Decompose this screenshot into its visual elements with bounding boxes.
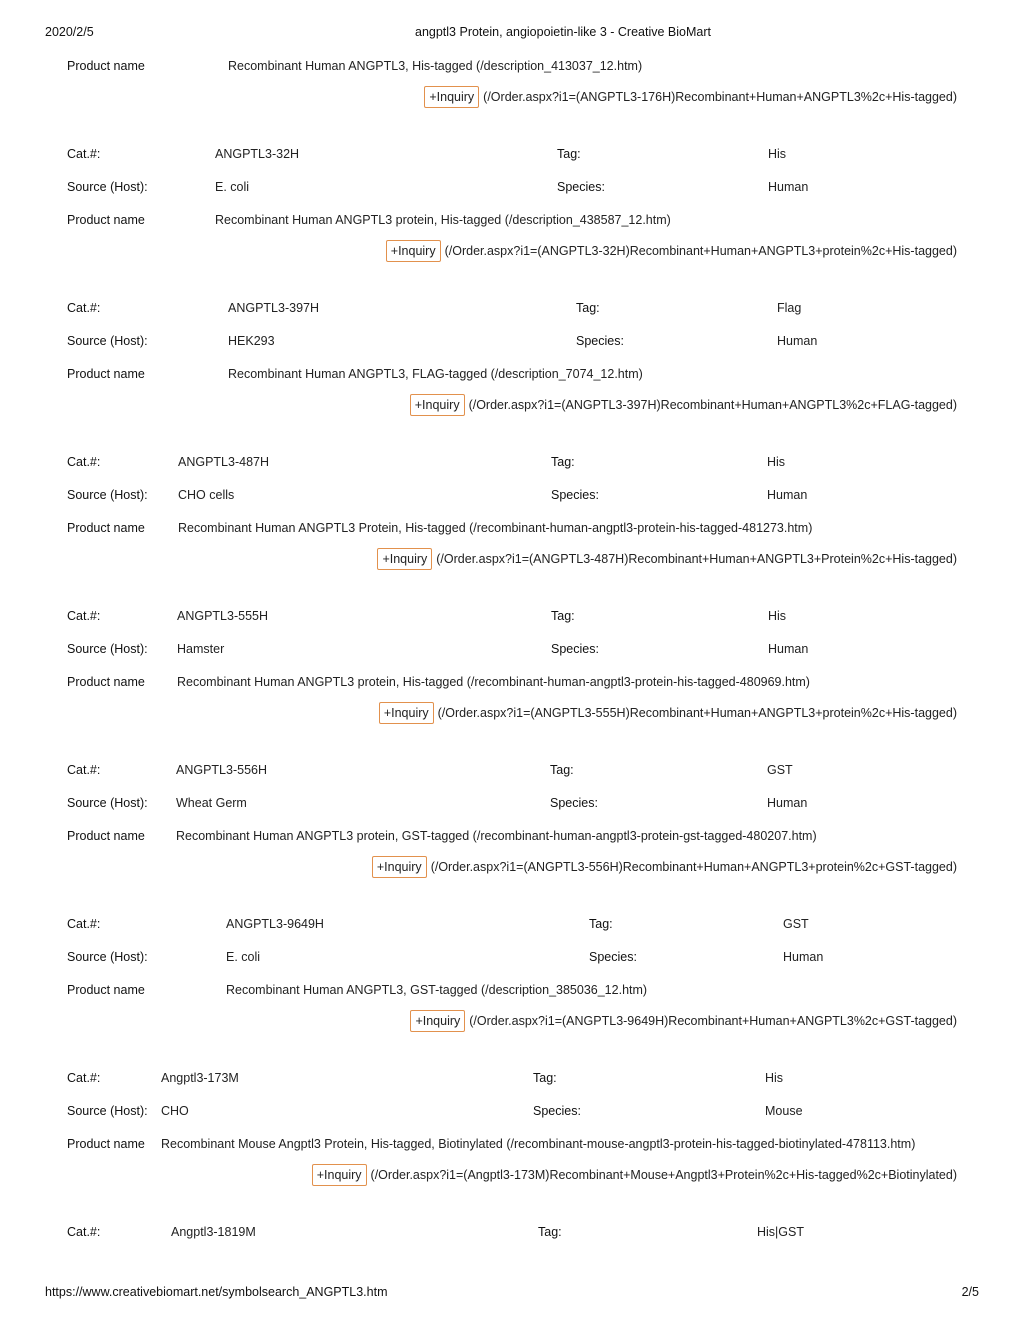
cat-label: Cat.#: — [67, 301, 101, 315]
cat-label: Cat.#: — [67, 455, 101, 469]
tag-value: His — [768, 147, 787, 161]
tag-value: GST — [767, 763, 793, 777]
product-name-label: Product name — [67, 1137, 145, 1151]
cat-label: Cat.#: — [67, 1225, 101, 1239]
inquiry-button[interactable]: +Inquiry — [410, 394, 465, 416]
product-name-link[interactable]: Recombinant Human ANGPTL3 protein, His-tagged (/recombinant-human-angptl3-protein-his-tagged-480969.htm) — [177, 675, 810, 689]
source-label: Source (Host): — [67, 796, 148, 810]
cat-label: Cat.#: — [67, 917, 101, 931]
tag-value: His — [768, 609, 787, 623]
cat-value: ANGPTL3-397H — [228, 301, 320, 315]
tag-value: Flag — [777, 301, 802, 315]
source-value: E. coli — [215, 180, 250, 194]
inquiry-button[interactable]: +Inquiry — [386, 240, 441, 262]
species-value: Human — [767, 488, 808, 502]
source-label: Source (Host): — [67, 488, 148, 502]
species-value: Mouse — [765, 1104, 803, 1118]
order-link[interactable]: (/Order.aspx?i1=(ANGPTL3-397H)Recombinant+Human+ANGPTL3%2c+FLAG-tagged) — [468, 398, 957, 412]
tag-label: Tag: — [576, 301, 600, 315]
cat-value: ANGPTL3-555H — [177, 609, 269, 623]
cat-value: ANGPTL3-556H — [176, 763, 268, 777]
product-name-link[interactable]: Recombinant Human ANGPTL3, FLAG-tagged (/description_7074_12.htm) — [228, 367, 643, 381]
source-value: HEK293 — [228, 334, 275, 348]
species-label: Species: — [550, 796, 598, 810]
inquiry-line — [386, 240, 957, 262]
species-value: Human — [768, 180, 809, 194]
cat-label: Cat.#: — [67, 1071, 101, 1085]
cat-value: Angptl3-1819M — [171, 1225, 256, 1239]
source-value: CHO — [161, 1104, 189, 1118]
product-name-label: Product name — [67, 983, 145, 997]
page-title: angptl3 Protein, angiopoietin-like 3 - Creative BioMart — [415, 25, 711, 39]
order-link[interactable]: (/Order.aspx?i1=(ANGPTL3-176H)Recombinant+Human+ANGPTL3%2c+His-tagged) — [483, 90, 957, 104]
product-name-link[interactable]: Recombinant Human ANGPTL3 Protein, His-tagged (/recombinant-human-angptl3-protein-his-tagged-481273.htm) — [178, 521, 813, 535]
cat-value: ANGPTL3-487H — [178, 455, 270, 469]
inquiry-line — [372, 856, 957, 878]
print-date: 2020/2/5 — [45, 25, 94, 39]
product-name-label: Product name — [67, 829, 145, 843]
source-label: Source (Host): — [67, 180, 148, 194]
page-number: 2/5 — [961, 1285, 979, 1299]
inquiry-button[interactable]: +Inquiry — [424, 86, 479, 108]
source-value: Wheat Germ — [176, 796, 247, 810]
product-name-link[interactable]: Recombinant Mouse Angptl3 Protein, His-tagged, Biotinylated (/recombinant-mouse-angptl3-protein-his-tagged-biotinylated-478113.htm) — [161, 1137, 916, 1151]
tag-label: Tag: — [589, 917, 613, 931]
tag-value: His — [767, 455, 786, 469]
species-label: Species: — [576, 334, 624, 348]
order-link[interactable]: (/Order.aspx?i1=(ANGPTL3-32H)Recombinant+Human+ANGPTL3+protein%2c+His-tagged) — [444, 244, 957, 258]
product-name-label: Product name — [67, 367, 145, 381]
tag-value: His|GST — [757, 1225, 804, 1239]
cat-label: Cat.#: — [67, 609, 101, 623]
species-value: Human — [767, 796, 808, 810]
tag-label: Tag: — [551, 609, 575, 623]
cat-value: ANGPTL3-32H — [215, 147, 300, 161]
product-name-label: Product name — [67, 675, 145, 689]
source-value: CHO cells — [178, 488, 235, 502]
inquiry-line — [377, 548, 957, 570]
inquiry-line — [410, 394, 957, 416]
source-label: Source (Host): — [67, 642, 148, 656]
source-label: Source (Host): — [67, 950, 148, 964]
cat-value: ANGPTL3-9649H — [226, 917, 324, 931]
species-label: Species: — [551, 642, 599, 656]
source-label: Source (Host): — [67, 1104, 148, 1118]
species-label: Species: — [551, 488, 599, 502]
footer-url: https://www.creativebiomart.net/symbolsearch_ANGPTL3.htm — [45, 1285, 388, 1299]
tag-label: Tag: — [551, 455, 575, 469]
species-value: Human — [783, 950, 824, 964]
inquiry-button[interactable]: +Inquiry — [379, 702, 434, 724]
tag-value: GST — [783, 917, 809, 931]
source-value: E. coli — [226, 950, 261, 964]
order-link[interactable]: (/Order.aspx?i1=(ANGPTL3-556H)Recombinant+Human+ANGPTL3+protein%2c+GST-tagged) — [430, 860, 957, 874]
species-label: Species: — [557, 180, 605, 194]
product-name-label: Product name — [67, 521, 145, 535]
order-link[interactable]: (/Order.aspx?i1=(ANGPTL3-9649H)Recombinant+Human+ANGPTL3%2c+GST-tagged) — [469, 1014, 957, 1028]
tag-label: Tag: — [538, 1225, 562, 1239]
order-link[interactable]: (/Order.aspx?i1=(ANGPTL3-555H)Recombinant+Human+ANGPTL3+protein%2c+His-tagged) — [437, 706, 957, 720]
species-label: Species: — [533, 1104, 581, 1118]
source-value: Hamster — [177, 642, 225, 656]
product-name-link[interactable]: Recombinant Human ANGPTL3 protein, His-tagged (/description_438587_12.htm) — [215, 213, 671, 227]
order-link[interactable]: (/Order.aspx?i1=(Angptl3-173M)Recombinant+Mouse+Angptl3+Protein%2c+His-tagged%2c+Biotinylated) — [370, 1168, 957, 1182]
inquiry-button[interactable]: +Inquiry — [372, 856, 427, 878]
tag-value: His — [765, 1071, 784, 1085]
inquiry-button[interactable]: +Inquiry — [377, 548, 432, 570]
product-name-label: Product name — [67, 213, 145, 227]
inquiry-line — [312, 1164, 957, 1186]
source-label: Source (Host): — [67, 334, 148, 348]
product-name-label: Product name — [67, 59, 145, 73]
inquiry-button[interactable]: +Inquiry — [312, 1164, 367, 1186]
tag-label: Tag: — [533, 1071, 557, 1085]
inquiry-line — [410, 1010, 957, 1032]
species-label: Species: — [589, 950, 637, 964]
cat-label: Cat.#: — [67, 147, 101, 161]
cat-label: Cat.#: — [67, 763, 101, 777]
species-value: Human — [777, 334, 818, 348]
inquiry-line — [379, 702, 957, 724]
product-name-link[interactable]: Recombinant Human ANGPTL3 protein, GST-tagged (/recombinant-human-angptl3-protein-gst-tagged-480207.htm) — [176, 829, 817, 843]
tag-label: Tag: — [550, 763, 574, 777]
species-value: Human — [768, 642, 809, 656]
inquiry-line — [424, 86, 957, 108]
product-name-link[interactable]: Recombinant Human ANGPTL3, GST-tagged (/description_385036_12.htm) — [226, 983, 648, 997]
cat-value: Angptl3-173M — [161, 1071, 239, 1085]
product-name-link[interactable]: Recombinant Human ANGPTL3, His-tagged (/description_413037_12.htm) — [228, 59, 643, 73]
order-link[interactable]: (/Order.aspx?i1=(ANGPTL3-487H)Recombinant+Human+ANGPTL3+Protein%2c+His-tagged) — [436, 552, 957, 566]
tag-label: Tag: — [557, 147, 581, 161]
inquiry-button[interactable]: +Inquiry — [410, 1010, 465, 1032]
